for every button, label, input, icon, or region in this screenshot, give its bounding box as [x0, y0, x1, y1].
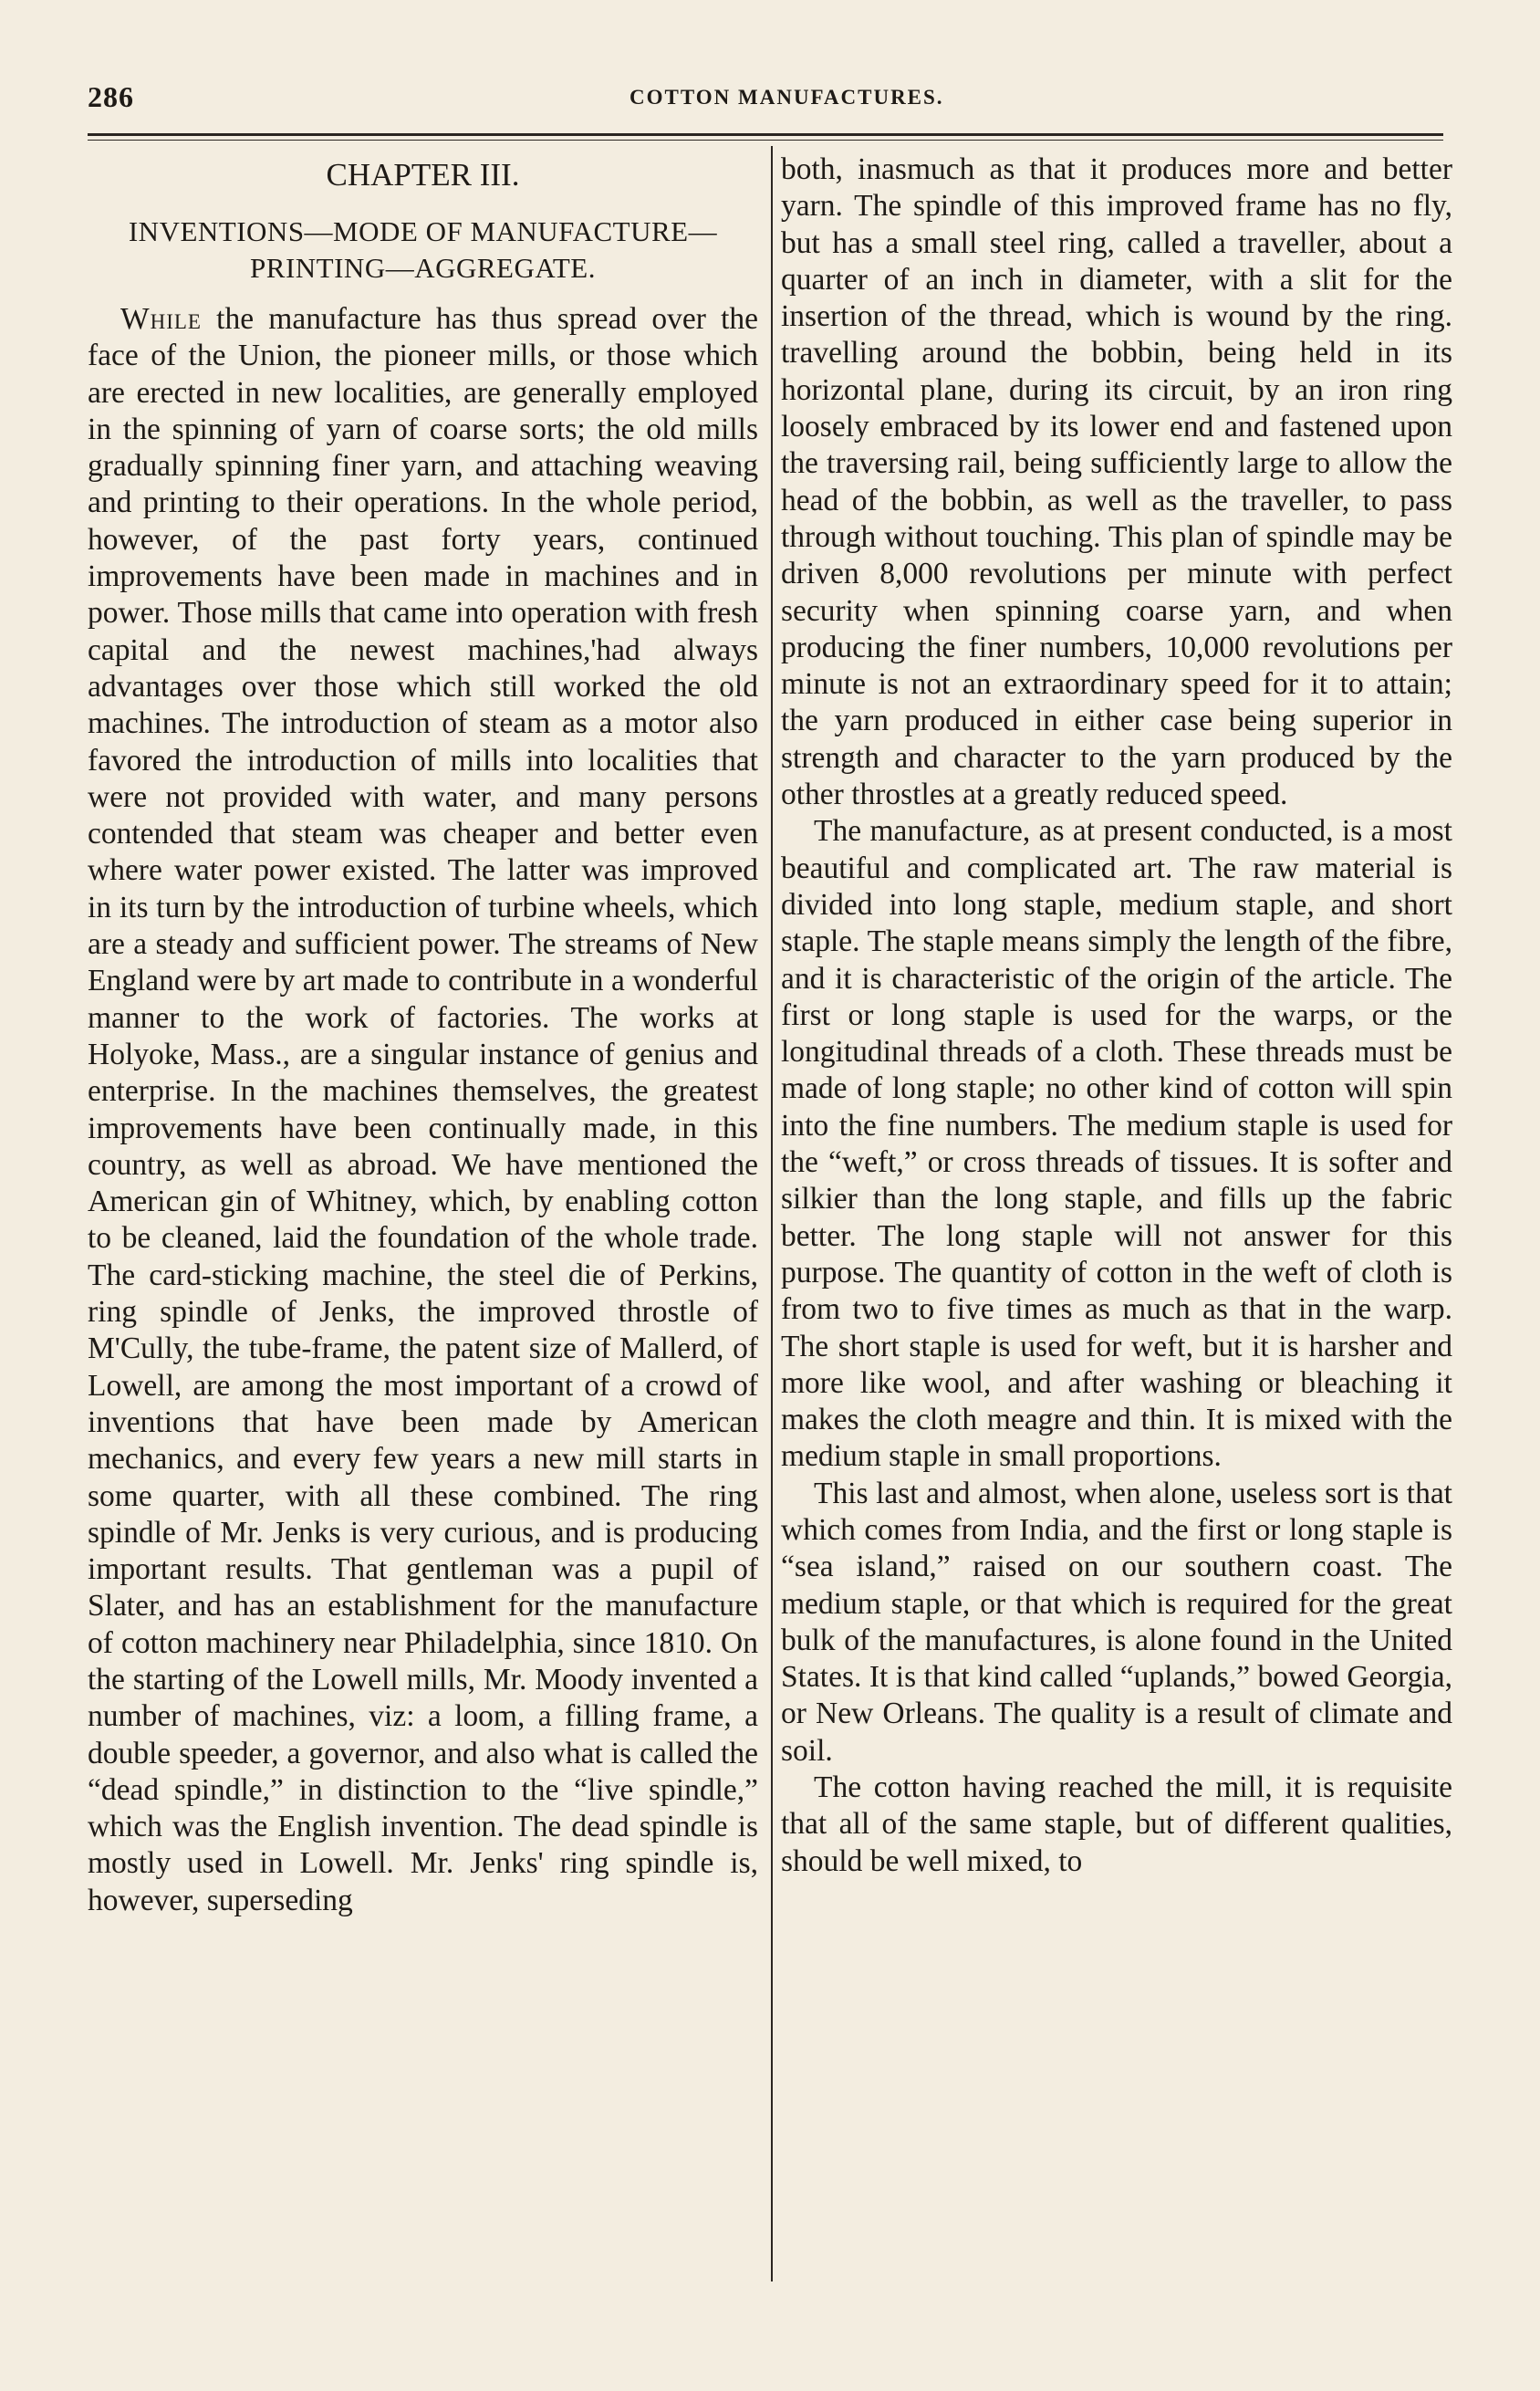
- running-head: COTTON MANUFACTURES.: [630, 86, 944, 109]
- chapter-subtitle-line1: INVENTIONS—MODE OF MANUFACTURE—: [128, 215, 718, 247]
- column-divider: [771, 146, 773, 2281]
- left-column: [88, 153, 758, 1919]
- paragraph: The manufacture, as at present conducted, is a most beautiful and complicated art. The raw material is divided into long staple, medium staple, and short staple. The staple means simply the length of the fibre, and it is characteristic of the origin of the article. The first or long staple is used for the warps, or the longitudinal threads of a cloth. These threads must be made of long staple; no other kind of cotton will spin into the fine numbers. The medium staple is used for the “weft,” or cross threads of tissues. It is softer and silkier than the long staple, and fills up the fabric better. The long staple will not answer for this purpose. The quantity of cotton in the weft of cloth is from two to five times as much as that in the warp. The short staple is used for weft, but it is harsher and more like wool, and after washing or bleaching it makes the cloth meagre and thin. It is mixed with the medium staple in small proportions.: [781, 814, 1452, 1474]
- right-column: [781, 151, 1452, 1880]
- chapter-title: CHAPTER III.: [326, 157, 520, 193]
- paragraph-text: the manufacture has thus spread over the face of the Union, the pioneer mills, or those which are erected in new localities, are generally employed in the spinning of yarn of coarse sorts; the old mills gradually spinning finer yarn, and attaching weaving and printing to their operations. In the whole period, however, of the past forty years, continued improvements have been made in machines and in power. Those mills that came into operation with fresh capital and the newest machines,'had always advantages over those which still worked the old machines. The introduction of steam as a motor also favored the introduction of mills into localities that were not provided with water, and many persons contended that steam was cheaper and better even where water power existed. The latter was improved in its turn by the introduction of turbine wheels, which are a steady and sufficient power. The streams of New England were by art made to contribute in a wonderful manner to the work of factories. The works at Holyoke, Mass., are a singular instance of genius and enterprise. In the machines themselves, the greatest improvements have been continually made, in this country, as well as abroad. We have mentioned the American gin of Whitney, which, by enabling cotton to be cleaned, laid the foundation of the whole trade. The card-sticking machine, the steel die of Perkins, ring spindle of Jenks, the improved throstle of M'Cully, the tube-frame, the patent size of Mallerd, of Lowell, are among the most important of a crowd of inventions that have been made by American mechanics, and every few years a new mill starts in some quarter, with all these combined. The ring spindle of Mr. Jenks is very curious, and is producing important results. That gentleman was a pupil of Slater, and has an establishment for the manufacture of cotton machinery near Philadelphia, since 1810. On the starting of the Lowell mills, Mr. Moody invented a number of machines, viz: a loom, a filling frame, a double speeder, a governor, and also what is called the “dead spindle,” in distinction to the “live spindle,” which was the English invention. The dead spindle is mostly used in Lowell. Mr. Jenks' ring spindle is, however, superseding: [88, 302, 758, 1917]
- chapter-subtitle: [88, 214, 758, 287]
- header-rule: [88, 133, 1443, 136]
- chapter-subtitle-line2: PRINTING—AGGREGATE.: [250, 252, 596, 284]
- first-word: While: [120, 302, 202, 336]
- header-rule-thin: [88, 140, 1443, 141]
- page-number: 286: [88, 80, 134, 113]
- paragraph-continued: both, inasmuch as that it produces more and better yarn. The spindle of this improved frame has no fly, but has a small steel ring, called a traveller, about a quarter of an inch in diameter, with a slit for the insertion of the thread, which is wound by the ring. travelling around the bobbin, being held in its horizontal plane, during its circuit, by an iron ring loosely embraced by its lower end and fastened upon the traversing rail, being sufficiently large to allow the head of the bobbin, as well as the traveller, to pass through without touching. This plan of spindle may be driven 8,000 revolutions per minute with perfect security when spinning coarse yarn, and when producing the finer numbers, 10,000 revolutions per minute is not an extraordinary speed for it to attain; the yarn produced in either case being superior in strength and character to the yarn produced by the other throstles at a greatly reduced speed.: [781, 152, 1452, 812]
- paragraph: [88, 301, 758, 1919]
- paragraph: The cotton having reached the mill, it is requisite that all of the same staple, but of different qualities, should be well mixed, to: [781, 1770, 1452, 1878]
- paragraph: This last and almost, when alone, useless sort is that which comes from India, and the first or long staple is “sea island,” raised on our southern coast. The medium staple, or that which is required for the great bulk of the manufactures, is alone found in the United States. It is that kind called “uplands,” bowed Georgia, or New Orleans. The quality is a result of climate and soil.: [781, 1476, 1452, 1768]
